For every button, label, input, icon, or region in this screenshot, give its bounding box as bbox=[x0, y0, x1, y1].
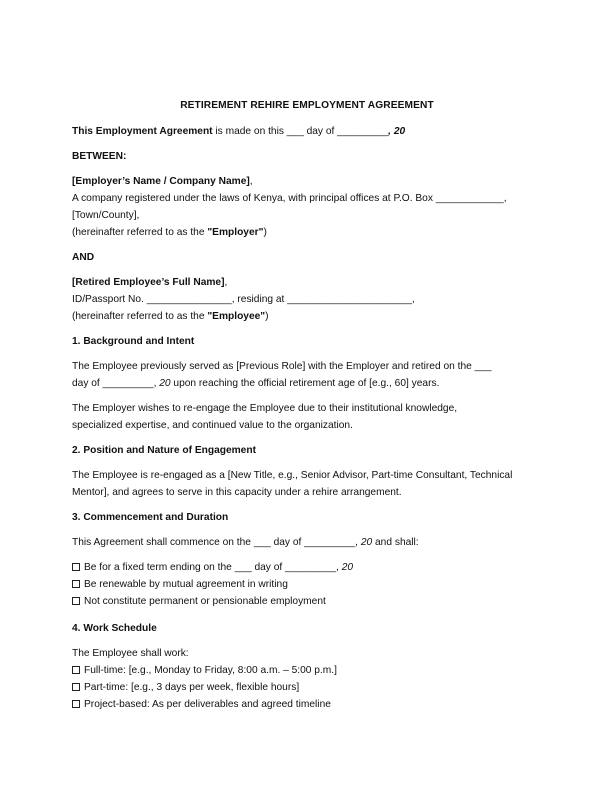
checkbox-icon[interactable] bbox=[72, 597, 80, 605]
employer-line1: A company registered under the laws of Kenya, with principal offices at P.O. Box ____________, bbox=[72, 193, 507, 204]
section3-option-renewable[interactable] bbox=[72, 576, 542, 593]
employee-block bbox=[72, 274, 542, 325]
employer-line2: [Town/County], bbox=[72, 210, 140, 221]
intro-paragraph bbox=[72, 123, 542, 140]
section4-heading: 4. Work Schedule bbox=[72, 623, 157, 634]
document-title: RETIREMENT REHIRE EMPLOYMENT AGREEMENT bbox=[180, 100, 434, 111]
section3-para-a: This Agreement shall commence on the ___ day of _________, bbox=[72, 537, 361, 548]
section4-option-text: Part-time: [e.g., 3 days per week, flexible hours] bbox=[84, 682, 300, 693]
checkbox-icon[interactable] bbox=[72, 580, 80, 588]
section4-intro: The Employee shall work: bbox=[72, 648, 189, 659]
employer-block bbox=[72, 173, 542, 241]
employee-ref-suffix: ) bbox=[265, 311, 269, 322]
employee-line1: ID/Passport No. _______________, residing at ______________________, bbox=[72, 294, 415, 305]
and-label: AND bbox=[72, 252, 95, 263]
section2-heading: 2. Position and Nature of Engagement bbox=[72, 445, 256, 456]
section1-heading: 1. Background and Intent bbox=[72, 336, 195, 347]
section3-options bbox=[72, 559, 542, 610]
employee-name: [Retired Employee’s Full Name] bbox=[72, 277, 225, 288]
section3-option-text: Not constitute permanent or pensionable employment bbox=[84, 596, 326, 607]
section1-para1 bbox=[72, 358, 542, 392]
employee-name-suffix: , bbox=[224, 277, 228, 288]
section4-options bbox=[72, 645, 542, 713]
section3-heading: 3. Commencement and Duration bbox=[72, 512, 229, 523]
section2-para-line2: Mentor], and agrees to serve in this capacity under a rehire arrangement. bbox=[72, 487, 402, 498]
intro-text: is made on this ___ day of _________ bbox=[212, 126, 389, 137]
employer-ref-suffix: ) bbox=[263, 227, 267, 238]
section3-option-text: Be for a fixed term ending on the ___ day of _________, bbox=[84, 562, 342, 573]
checkbox-icon[interactable] bbox=[72, 666, 80, 674]
employer-name-suffix: , bbox=[249, 176, 253, 187]
section4-option-part-time[interactable] bbox=[72, 679, 542, 696]
section3-para-year: 20 bbox=[360, 537, 373, 548]
section1-para1-line2a: day of _________, bbox=[72, 378, 160, 389]
section1-para1-line1: The Employee previously served as [Previous Role] with the Employer and retired on the ___ bbox=[72, 361, 492, 372]
section4-option-text: Full-time: [e.g., Monday to Friday, 8:00 a.m. – 5:00 p.m.] bbox=[84, 665, 337, 676]
agreement-body bbox=[72, 97, 542, 721]
section3-option-year: 20 bbox=[341, 562, 354, 573]
section4-option-text: Project-based: As per deliverables and agreed timeline bbox=[84, 699, 331, 710]
section3-option-fixed-term[interactable] bbox=[72, 559, 542, 576]
section3-para bbox=[72, 534, 542, 551]
section1-para2 bbox=[72, 400, 542, 434]
between-label: BETWEEN: bbox=[72, 151, 127, 162]
section1-para2-line1: The Employer wishes to re-engage the Employee due to their institutional knowledge, bbox=[72, 403, 458, 414]
section3-option-text: Be renewable by mutual agreement in writing bbox=[84, 579, 288, 590]
employer-name: [Employer’s Name / Company Name] bbox=[72, 176, 250, 187]
section2-para-line1: The Employee is re-engaged as a [New Title, e.g., Senior Advisor, Part-time Consultant, Technical bbox=[72, 470, 513, 481]
intro-bold: This Employment Agreement bbox=[72, 126, 213, 137]
section4-option-full-time[interactable] bbox=[72, 662, 542, 679]
checkbox-icon[interactable] bbox=[72, 683, 80, 691]
section3-option-not-permanent[interactable] bbox=[72, 593, 542, 610]
section1-para1-year: 20 bbox=[159, 378, 171, 389]
section1-para2-line2: specialized expertise, and continued value to the organization. bbox=[72, 420, 353, 431]
checkbox-icon[interactable] bbox=[72, 700, 80, 708]
employee-ref-term: "Employee" bbox=[207, 311, 266, 322]
section1-para1-line2b: upon reaching the official retirement age of [e.g., 60] years. bbox=[170, 378, 440, 389]
employee-ref-prefix: (hereinafter referred to as the bbox=[72, 311, 208, 322]
employer-ref-prefix: (hereinafter referred to as the bbox=[72, 227, 208, 238]
employer-ref-term: "Employer" bbox=[207, 227, 264, 238]
section3-para-b: and shall: bbox=[372, 537, 419, 548]
section2-para bbox=[72, 467, 542, 501]
checkbox-icon[interactable] bbox=[72, 563, 80, 571]
section4-option-project-based[interactable] bbox=[72, 696, 542, 713]
intro-year: , 20 bbox=[388, 126, 406, 137]
